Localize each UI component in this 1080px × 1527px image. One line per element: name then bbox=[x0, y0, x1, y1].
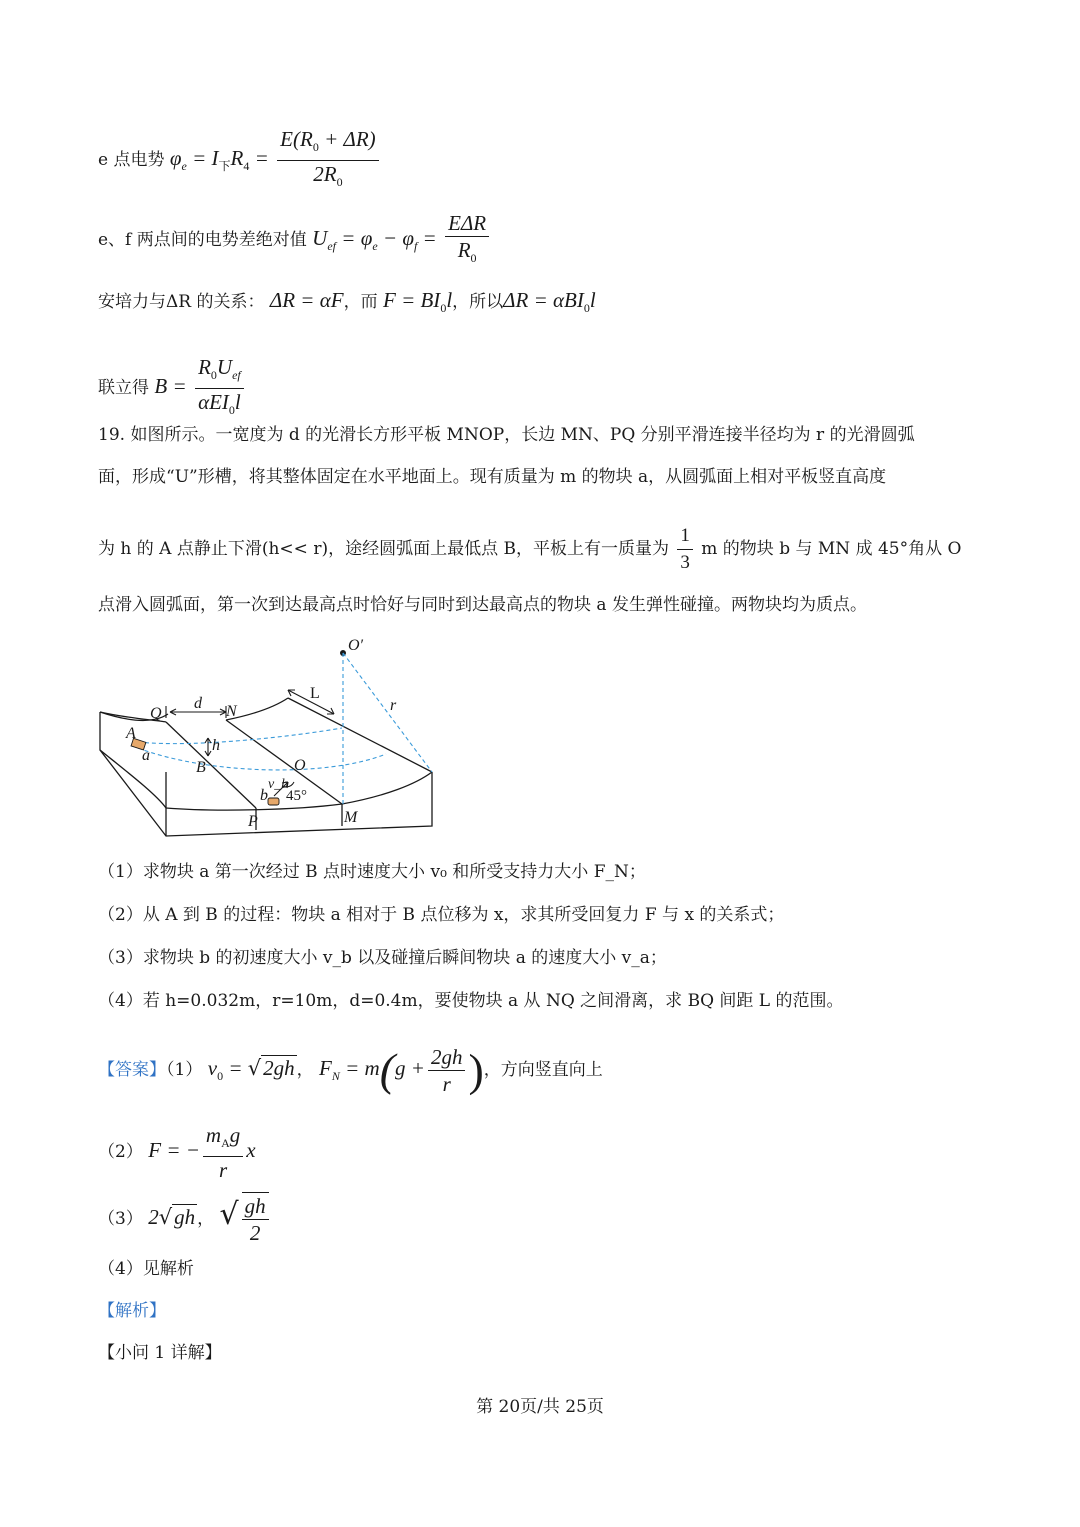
arc-dashed-lower bbox=[138, 748, 386, 770]
label-q: Q bbox=[150, 705, 162, 722]
fn-fraction: $\frac{2gh}{r}$ bbox=[428, 1044, 466, 1097]
block-b bbox=[268, 798, 279, 805]
v0-formula: $v_0 = √2gh$ bbox=[207, 1056, 295, 1083]
b-fraction: $\frac{R_0U_{ef}}{\alpha EI_0l}$ bbox=[195, 354, 244, 423]
delta-r-formula: ΔR = αF bbox=[269, 288, 344, 312]
label-n: N bbox=[226, 703, 237, 720]
radius-slant-dashed bbox=[343, 653, 432, 772]
label-vb: v_b bbox=[268, 777, 289, 792]
force-formula: $F = BI_0l$ bbox=[382, 288, 453, 315]
label-l: L bbox=[310, 685, 320, 702]
answer-4-line: （4）见解析 bbox=[98, 1259, 194, 1279]
plate-line-qp bbox=[166, 722, 256, 808]
label-45-degree: 45° bbox=[286, 788, 307, 804]
problem-line-4: 点滑入圆弧面，第一次到达最高点时恰好与同时到达最高点的物块 a 发生弹性碰撞。两物块均为质点。 bbox=[98, 595, 867, 615]
label-p: P bbox=[248, 813, 258, 830]
answer-3-label: （3） bbox=[98, 1208, 143, 1229]
label-r: r bbox=[390, 697, 397, 714]
problem-line-3-b: m 的物块 b 与 MN 成 45°角从 O bbox=[701, 539, 962, 559]
label-b-block: b bbox=[260, 787, 268, 804]
label-o-prime: O′ bbox=[348, 637, 364, 654]
label-a-block: a bbox=[142, 747, 150, 764]
analysis-tag: 【解析】 bbox=[98, 1301, 166, 1321]
box-front-outline bbox=[100, 712, 432, 836]
combined-label: 联立得 bbox=[98, 378, 149, 398]
ampere-force-label: 安培力与ΔR 的关系： bbox=[98, 292, 265, 312]
label-a-point: A bbox=[126, 725, 136, 742]
fn-formula: $F_N = m(g$ + bbox=[319, 1044, 425, 1096]
potential-e-line bbox=[98, 126, 382, 195]
label-h: h bbox=[212, 737, 220, 754]
problem-line-1: 19. 如图所示。一宽度为 d 的光滑长方形平板 MNOP，长边 MN、PQ 分别平滑连接半径均为 r 的光滑圆弧 bbox=[98, 425, 915, 445]
problem-line-2: 面，形成“U”形槽，将其整体固定在水平地面上。现有质量为 m 的物块 a，从圆弧面上相对平板竖直高度 bbox=[98, 467, 887, 487]
potential-difference-fraction: $\frac{\text{EΔR}}{R_0}$ bbox=[445, 210, 489, 271]
ampere-force-line bbox=[98, 288, 596, 320]
potential-e-fraction: $\frac{E(R_0 + \Delta R)}{2R_0}$ bbox=[277, 126, 378, 195]
label-m: M bbox=[344, 809, 358, 826]
answer-1-label: （1） bbox=[166, 1060, 203, 1080]
question-2: （2）从 A 到 B 的过程：物块 a 相对于 B 点位移为 x，求其所受回复力 F 与 x 的关系式； bbox=[98, 905, 785, 925]
answer-tag: 【答案】 bbox=[98, 1060, 166, 1080]
page-footer: 第 20页/共 25页 bbox=[476, 1397, 604, 1417]
restoring-force-fraction: $\frac{m_Ag}{r}$ bbox=[203, 1122, 243, 1183]
potential-difference-line bbox=[98, 210, 492, 271]
so-text: ，所以 bbox=[452, 292, 504, 312]
potential-e-formula: $\varphi_e = I_下R_4$ = bbox=[169, 146, 269, 173]
answer-2-line: （2） F = − $\frac{m_Ag}{r}$ x bbox=[98, 1123, 256, 1182]
vb-answer: 2√gh bbox=[148, 1204, 196, 1229]
potential-difference-label: e、f 两点间的电势差绝对值 bbox=[98, 230, 307, 250]
problem-line-3-a: 为 h 的 A 点静止下滑(h<< r)，途经圆弧面上最低点 B，平板上有一质量为 bbox=[98, 539, 669, 559]
one-third-fraction: $\frac{1}{3}$ bbox=[677, 523, 693, 576]
label-d: d bbox=[194, 695, 202, 712]
sub-question-1-tag: 【小问 1 详解】 bbox=[98, 1343, 222, 1363]
and-text: ，而 bbox=[343, 292, 378, 312]
u-groove-figure bbox=[96, 636, 446, 846]
label-o: O bbox=[294, 757, 306, 774]
problem-line-3 bbox=[98, 523, 961, 576]
question-1: （1）求物块 a 第一次经过 B 点时速度大小 v₀ 和所受支持力大小 F_N； bbox=[98, 862, 646, 882]
delta-r-result: ΔR = αBI$_0$l bbox=[503, 288, 596, 315]
answer-1-direction: ，方向竖直向上 bbox=[483, 1060, 603, 1080]
question-4: （4）若 h=0.032m，r=10m，d=0.4m，要使物块 a 从 NQ 之间滑离，求 BQ 间距 L 的范围。 bbox=[98, 991, 844, 1011]
question-3: （3）求物块 b 的初速度大小 v_b 以及碰撞后瞬间物块 a 的速度大小 v_a； bbox=[98, 948, 667, 968]
combined-line bbox=[98, 354, 247, 423]
b-formula: B = bbox=[154, 374, 187, 398]
groove-top-right-edge bbox=[288, 698, 432, 772]
answer-3-line: （3） 2√gh ， √ $\frac{gh}{2}$ bbox=[98, 1192, 272, 1246]
groove-left-curve bbox=[100, 750, 166, 808]
va-answer: √ $\frac{gh}{2}$ bbox=[220, 1205, 272, 1229]
answer-2-label: （2） bbox=[98, 1142, 143, 1162]
label-b-point: B bbox=[196, 759, 206, 776]
restoring-force-formula: F = − bbox=[148, 1138, 200, 1162]
potential-e-label: e 点电势 bbox=[98, 150, 165, 170]
answer-1-line: 【答案】（1） $v_0 = √2gh$ ， $F_N = m(g$ + $\frac{2gh}{r}$ )，方向竖直向上 bbox=[98, 1044, 603, 1096]
potential-difference-formula: $U_{ef} = \varphi_e - \varphi_f$ = bbox=[312, 226, 437, 253]
